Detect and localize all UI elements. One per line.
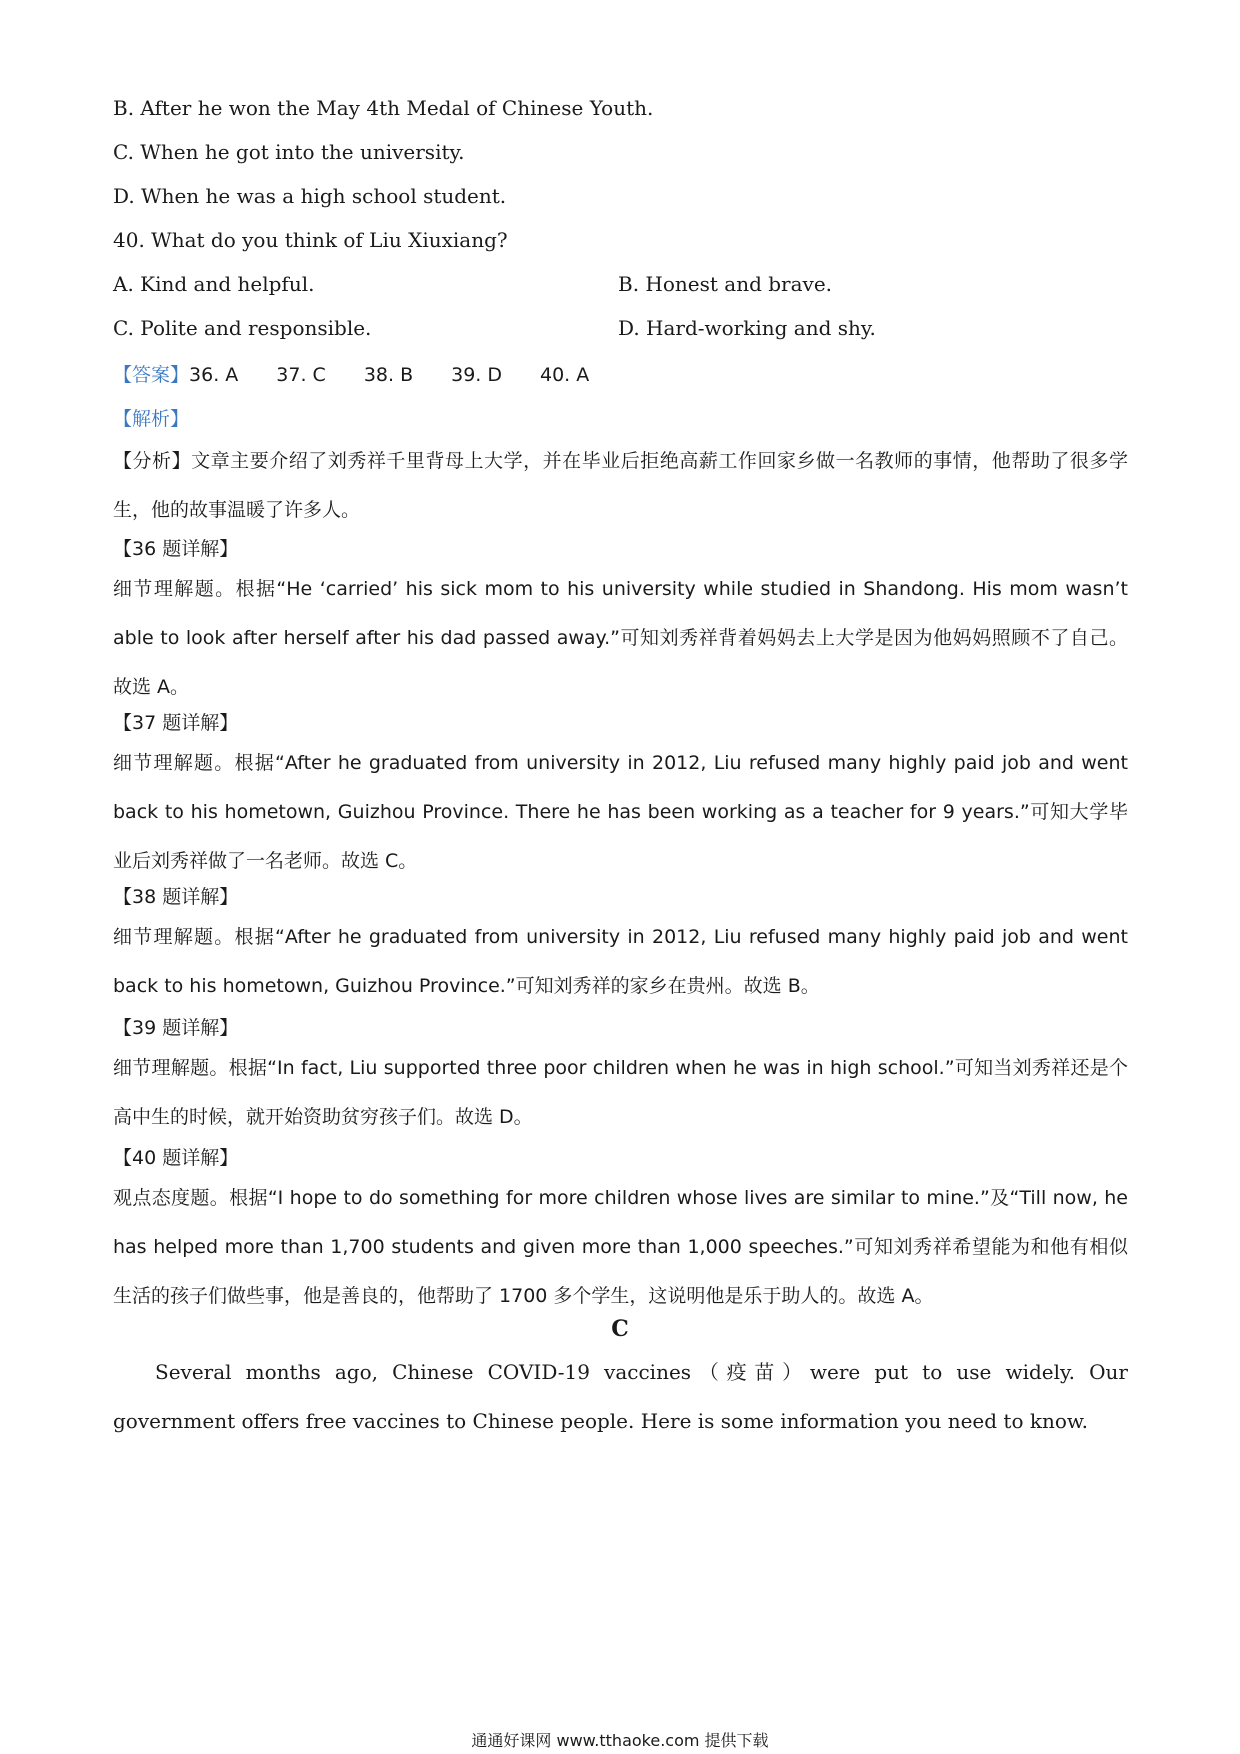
answer-item: 39. D <box>451 364 502 386</box>
answer-item: 37. C <box>276 364 326 386</box>
q40-question: 40. What do you think of Liu Xiuxiang? <box>113 228 508 252</box>
analysis-paragraph: 【分析】文章主要介绍了刘秀祥千里背母上大学，并在毕业后拒绝高薪工作回家乡做一名教师的事情，他帮助了很多学生，他的故事温暖了许多人。 <box>113 450 1128 521</box>
q39-option-c: C. When he got into the university. <box>113 140 465 164</box>
footer: 通通好课网 www.tthaoke.com 提供下载 <box>471 1731 769 1750</box>
q40-option-d: D. Hard-working and shy. <box>618 316 876 340</box>
q40-option-c: C. Polite and responsible. <box>113 316 372 340</box>
analysis-label: 【解析】 <box>113 408 190 430</box>
q37-heading: 【37 题详解】 <box>113 712 239 734</box>
q37-explanation: 细节理解题。根据“After he graduated from university in 2012, Liu refused many highly paid job and went back to his hometown, Guizhou Province. There he has been working as a teacher for 9 years.”可知大学毕业后刘秀祥做了一名老师。故选 C。 <box>113 752 1128 872</box>
answer-item: 38. B <box>363 364 414 386</box>
answer-label: 【答案】 <box>113 364 190 386</box>
q38-heading: 【38 题详解】 <box>113 886 239 908</box>
q39-explanation: 细节理解题。根据“In fact, Liu supported three poor children when he was in high school.”可知当刘秀祥还是个高中生的时候，就开始资助贫穷孩子们。故选 D。 <box>113 1057 1128 1128</box>
q40-option-b: B. Honest and brave. <box>618 272 833 296</box>
q36-explanation: 细节理解题。根据“He ‘carried’ his sick mom to his university while studied in Shandong. His mom wasn’t able to look after herself after his dad passed away.”可知刘秀祥背着妈妈去上大学是因为他妈妈照顾不了自己。故选 A。 <box>113 578 1128 698</box>
answer-line <box>113 360 627 387</box>
q36-heading: 【36 题详解】 <box>113 538 239 560</box>
q39-option-b: B. After he won the May 4th Medal of Chinese Youth. <box>113 96 654 120</box>
q40-heading: 【40 题详解】 <box>113 1147 239 1169</box>
q40-explanation: 观点态度题。根据“I hope to do something for more children whose lives are similar to mine.”及“Till now, he has helped more than 1,700 students and given more than 1,000 speeches.”可知刘秀祥希望能为和他有相似生活的孩子们做些事，他是善良的，他帮助了 1700 多个学生，这说明他是乐于助人的。故选 A。 <box>113 1187 1128 1307</box>
q40-option-a: A. Kind and helpful. <box>113 272 315 296</box>
q38-explanation: 细节理解题。根据“After he graduated from university in 2012, Liu refused many highly paid job and went back to his hometown, Guizhou Province.”可知刘秀祥的家乡在贵州。故选 B。 <box>113 926 1128 997</box>
section-c-paragraph: Several months ago, Chinese COVID-19 vaccines（疫苗）were put to use widely. Our government offers free vaccines to Chinese people. Here is some information you need to know. <box>113 1360 1128 1433</box>
answer-item: 36. A <box>189 364 239 386</box>
section-c-title: C <box>611 1316 629 1342</box>
q39-option-d: D. When he was a high school student. <box>113 184 507 208</box>
q39-heading: 【39 题详解】 <box>113 1017 239 1039</box>
answer-item: 40. A <box>540 364 590 386</box>
